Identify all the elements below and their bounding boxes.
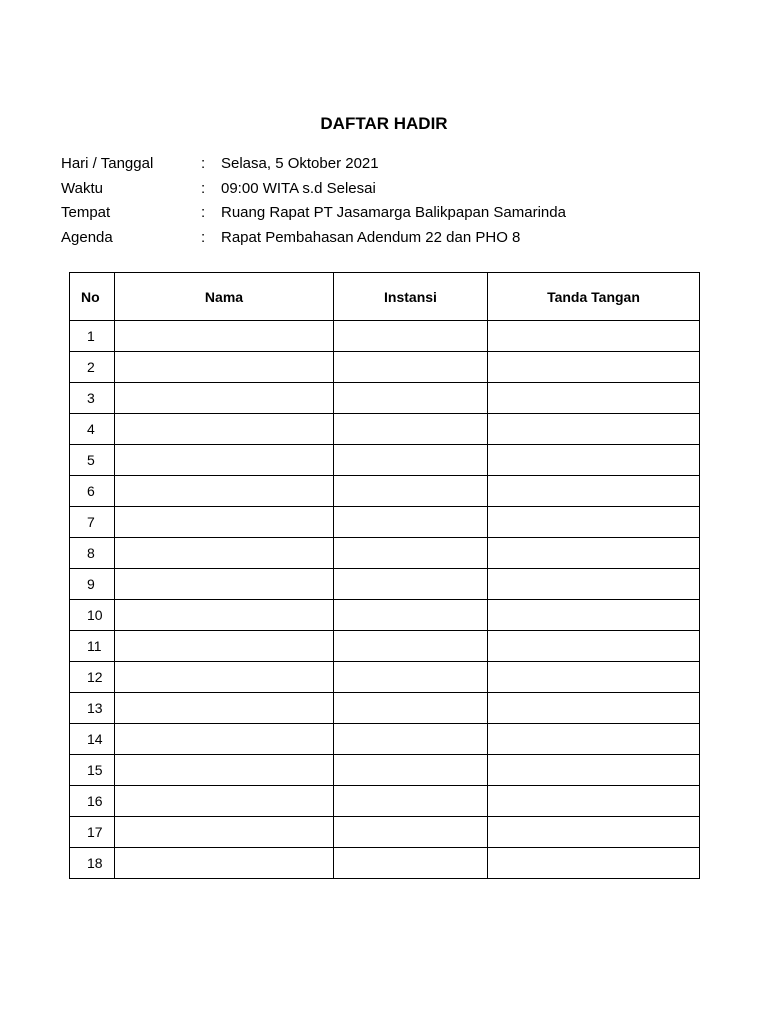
institution-cell[interactable] — [334, 755, 488, 786]
document-title: DAFTAR HADIR — [320, 114, 448, 133]
signature-cell[interactable] — [488, 724, 700, 755]
signature-cell[interactable] — [488, 383, 700, 414]
info-colon: : — [201, 179, 206, 197]
name-cell[interactable] — [115, 569, 334, 600]
name-cell[interactable] — [115, 476, 334, 507]
signature-cell[interactable] — [488, 414, 700, 445]
institution-cell[interactable] — [334, 848, 488, 879]
row-number-cell: 11 — [70, 631, 115, 662]
row-number-cell: 3 — [70, 383, 115, 414]
info-label: Tempat — [61, 204, 111, 222]
attendance-table — [69, 272, 700, 879]
row-number-cell: 14 — [70, 724, 115, 755]
table-row — [70, 786, 700, 817]
table-row — [70, 662, 700, 693]
name-cell[interactable] — [115, 383, 334, 414]
row-number-cell: 4 — [70, 414, 115, 445]
signature-cell[interactable] — [488, 786, 700, 817]
name-cell[interactable] — [115, 445, 334, 476]
info-row-agenda — [61, 227, 566, 252]
signature-cell[interactable] — [488, 817, 700, 848]
column-header-nama: Nama — [115, 273, 334, 321]
name-cell[interactable] — [115, 352, 334, 383]
row-number-cell: 1 — [70, 321, 115, 352]
info-row-place — [61, 202, 566, 227]
signature-cell[interactable] — [488, 507, 700, 538]
institution-cell[interactable] — [334, 476, 488, 507]
institution-cell[interactable] — [334, 352, 488, 383]
info-colon: : — [201, 155, 206, 172]
row-number-cell: 6 — [70, 476, 115, 507]
name-cell[interactable] — [115, 414, 334, 445]
signature-cell[interactable] — [488, 848, 700, 879]
institution-cell[interactable] — [334, 817, 488, 848]
institution-cell[interactable] — [334, 321, 488, 352]
signature-cell[interactable] — [488, 693, 700, 724]
table-row — [70, 321, 700, 352]
table-row — [70, 600, 700, 631]
institution-cell[interactable] — [334, 538, 488, 569]
meeting-info — [61, 153, 566, 252]
info-value: Rapat Pembahasan Adendum 22 dan PHO 8 — [221, 229, 521, 247]
table-row — [70, 724, 700, 755]
row-number-cell: 12 — [70, 662, 115, 693]
name-cell[interactable] — [115, 600, 334, 631]
institution-cell[interactable] — [334, 631, 488, 662]
name-cell[interactable] — [115, 786, 334, 817]
table-row — [70, 817, 700, 848]
table-header-row — [70, 273, 700, 321]
row-number-cell: 15 — [70, 755, 115, 786]
name-cell[interactable] — [115, 848, 334, 879]
table-row — [70, 383, 700, 414]
signature-cell[interactable] — [488, 600, 700, 631]
table-row — [70, 507, 700, 538]
info-label: Hari / Tanggal — [61, 155, 154, 172]
row-number-cell: 16 — [70, 786, 115, 817]
column-header-instansi: Instansi — [334, 273, 488, 321]
table-row — [70, 476, 700, 507]
table-row — [70, 631, 700, 662]
table-row — [70, 755, 700, 786]
name-cell[interactable] — [115, 724, 334, 755]
signature-cell[interactable] — [488, 321, 700, 352]
signature-cell[interactable] — [488, 631, 700, 662]
row-number-cell: 2 — [70, 352, 115, 383]
name-cell[interactable] — [115, 507, 334, 538]
row-number-cell: 7 — [70, 507, 115, 538]
info-value: Selasa, 5 Oktober 2021 — [221, 155, 379, 172]
name-cell[interactable] — [115, 755, 334, 786]
name-cell[interactable] — [115, 693, 334, 724]
institution-cell[interactable] — [334, 693, 488, 724]
table-row — [70, 352, 700, 383]
table-row — [70, 445, 700, 476]
info-value: Ruang Rapat PT Jasamarga Balikpapan Samarinda — [221, 204, 566, 222]
table-row — [70, 693, 700, 724]
institution-cell[interactable] — [334, 786, 488, 817]
info-row-time — [61, 178, 566, 203]
info-colon: : — [201, 204, 206, 222]
institution-cell[interactable] — [334, 600, 488, 631]
institution-cell[interactable] — [334, 569, 488, 600]
info-label: Agenda — [61, 229, 113, 247]
signature-cell[interactable] — [488, 476, 700, 507]
institution-cell[interactable] — [334, 445, 488, 476]
signature-cell[interactable] — [488, 755, 700, 786]
signature-cell[interactable] — [488, 538, 700, 569]
name-cell[interactable] — [115, 321, 334, 352]
signature-cell[interactable] — [488, 352, 700, 383]
signature-cell[interactable] — [488, 569, 700, 600]
table-row — [70, 848, 700, 879]
name-cell[interactable] — [115, 817, 334, 848]
institution-cell[interactable] — [334, 724, 488, 755]
column-header-no: No — [70, 273, 115, 321]
column-header-tanda-tangan: Tanda Tangan — [488, 273, 700, 321]
info-label: Waktu — [61, 179, 103, 197]
info-value: 09:00 WITA s.d Selesai — [221, 179, 376, 197]
name-cell[interactable] — [115, 662, 334, 693]
name-cell[interactable] — [115, 631, 334, 662]
signature-cell[interactable] — [488, 662, 700, 693]
signature-cell[interactable] — [488, 445, 700, 476]
institution-cell[interactable] — [334, 414, 488, 445]
institution-cell[interactable] — [334, 507, 488, 538]
table-row — [70, 414, 700, 445]
table-row — [70, 538, 700, 569]
row-number-cell: 8 — [70, 538, 115, 569]
info-colon: : — [201, 229, 206, 247]
row-number-cell: 18 — [70, 848, 115, 879]
info-row-date — [61, 153, 566, 178]
row-number-cell: 13 — [70, 693, 115, 724]
row-number-cell: 17 — [70, 817, 115, 848]
row-number-cell: 5 — [70, 445, 115, 476]
row-number-cell: 10 — [70, 600, 115, 631]
institution-cell[interactable] — [334, 662, 488, 693]
table-row — [70, 569, 700, 600]
table-body — [70, 321, 700, 879]
institution-cell[interactable] — [334, 383, 488, 414]
name-cell[interactable] — [115, 538, 334, 569]
row-number-cell: 9 — [70, 569, 115, 600]
